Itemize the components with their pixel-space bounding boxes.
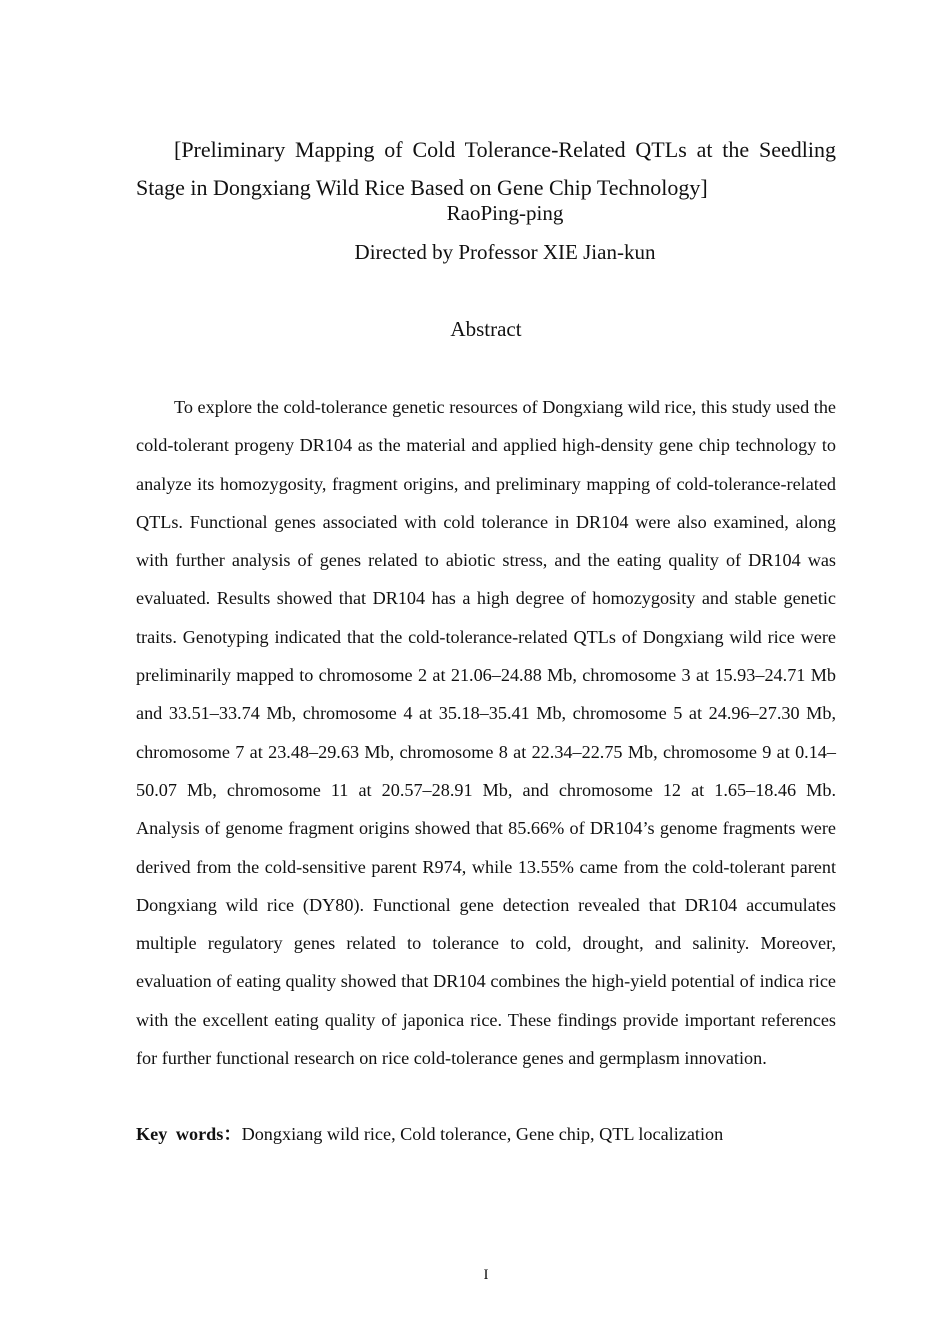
page-number: I [483,1267,489,1283]
abstract-body: To explore the cold-tolerance genetic resources of Dongxiang wild rice, this study used the cold-tolerant progeny DR104 as the material and applied high-density gene chip technology to analyze its homozygosity, fragment origins, and preliminary mapping of cold-tolerance-related QTLs. Functional genes associated with cold tolerance in DR104 were also examined, along with further analysis of genes related to abiotic stress, and the eating quality of DR104 was evaluated. Results showed that DR104 has a high degree of homozygosity and stable genetic traits. Genotyping indicated that the cold-tolerance-related QTLs of Dongxiang wild rice were preliminarily mapped to chromosome 2 at 21.06–24.88 Mb, chromosome 3 at 15.93–24.71 Mb and 33.51–33.74 Mb, chromosome 4 at 35.18–35.41 Mb, chromosome 5 at 24.96–27.30 Mb, chromosome 7 at 23.48–29.63 Mb, chromosome 8 at 22.34–22.75 Mb, chromosome 9 at 0.14–50.07 Mb, chromosome 11 at 20.57–28.91 Mb, and chromosome 12 at 1.65–18.46 Mb. Analysis of genome fragment origins showed that 85.66% of DR104’s genome fragments were derived from the cold-sensitive parent R974, while 13.55% came from the cold-tolerant parent Dongxiang wild rice (DY80). Functional gene detection revealed that DR104 accumulates multiple regulatory genes related to tolerance to cold, drought, and salinity. Moreover, evaluation of eating quality showed that DR104 combines the high-yield potential of indica rice with the excellent eating quality of japonica rice. These findings provide important references for further functional research on rice cold-tolerance genes and germplasm innovation. [136,397,836,1069]
advisor-line: Directed by Professor XIE Jian-kun [354,240,656,264]
keywords-label: Key words [136,1124,224,1144]
keywords-separator: ： [223,1124,242,1144]
keywords-text: Dongxiang wild rice, Cold tolerance, Gene chip, QTL localization [241,1124,724,1144]
thesis-title: [Preliminary Mapping of Cold Tolerance-Related QTLs at the Seedling Stage in Dongxiang Wild Rice Based on Gene Chip Technology] [136,137,836,200]
abstract-heading: Abstract [450,317,522,341]
keywords-line [136,1115,836,1153]
author-name: RaoPing-ping [446,201,564,225]
